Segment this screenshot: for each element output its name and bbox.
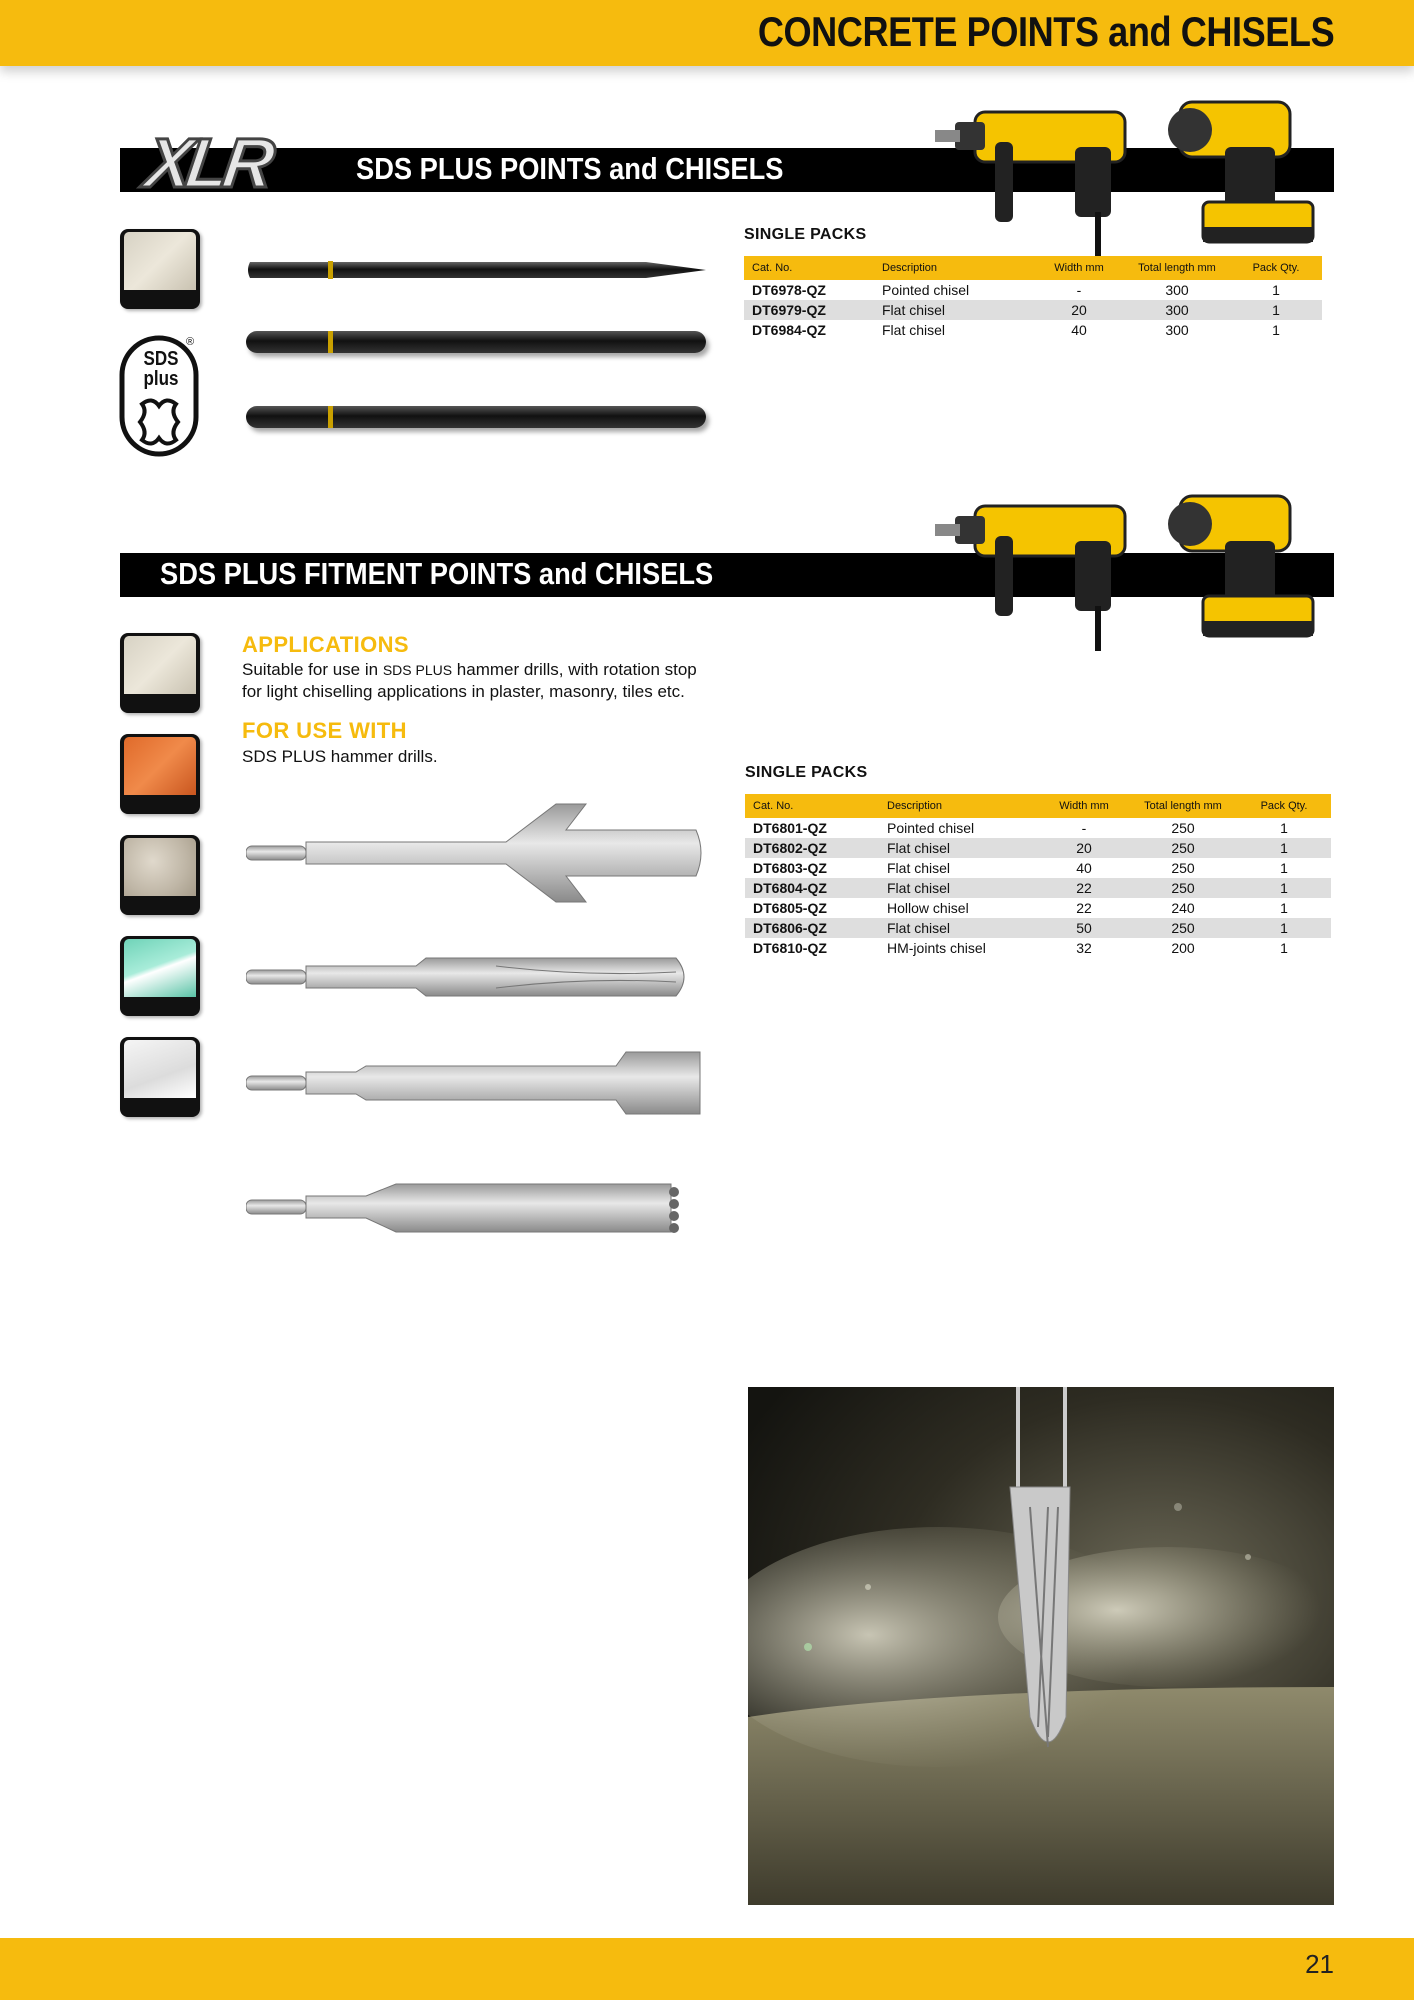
cell-cat: DT6806-QZ: [745, 918, 879, 938]
cell-qty: 1: [1280, 820, 1288, 836]
winged-chisel: [246, 804, 701, 902]
cell-width: 40: [1071, 322, 1087, 338]
spec-table-xlr: [744, 256, 1322, 340]
col-description: Description: [879, 794, 1039, 818]
hammer-drills-image-2: [935, 486, 1355, 656]
cell-length: 250: [1171, 820, 1195, 836]
cell-length: 250: [1129, 838, 1237, 858]
applications-text: [242, 659, 712, 702]
section-title-sds-plus: SDS PLUS POINTS and CHISELS: [356, 151, 784, 186]
sds-badge-text: [142, 349, 179, 389]
cell-desc: Flat chisel: [879, 878, 1039, 898]
rotary-hammer-icon: [935, 112, 1125, 257]
cell-qty: 1: [1280, 860, 1288, 876]
col-length: Total length mm: [1129, 794, 1237, 818]
table-row: [745, 918, 1331, 938]
cell-desc: Flat chisel: [882, 322, 946, 338]
page-number: 21: [1305, 1949, 1334, 1979]
for-use-with-heading: FOR USE WITH: [242, 718, 407, 743]
table-row: [745, 858, 1331, 878]
cell-length: 250: [1171, 860, 1195, 876]
cell-cat: DT6978-QZ: [752, 282, 826, 298]
cell-desc: Flat chisel: [879, 918, 1039, 938]
material-swatch-plaster: [120, 1037, 200, 1117]
material-swatch-concrete: [120, 633, 200, 713]
cell-length: 250: [1129, 918, 1237, 938]
cell-desc: Flat chisel: [874, 300, 1034, 320]
cell-desc: Hollow chisel: [887, 900, 969, 916]
material-swatch-tile: [120, 936, 200, 1016]
table-row: [744, 300, 1322, 320]
table-row: [745, 898, 1331, 918]
table-header-row: [745, 794, 1331, 818]
table-row: [745, 838, 1331, 858]
cell-cat: DT6802-QZ: [745, 838, 879, 858]
cell-cat: DT6805-QZ: [753, 900, 827, 916]
cell-width: -: [1076, 282, 1082, 298]
cell-qty: 1: [1272, 322, 1280, 338]
material-swatch-concrete: [120, 229, 200, 309]
sds-badge-line2: plus: [143, 368, 179, 390]
cell-width: 22: [1076, 900, 1092, 916]
cell-length: 240: [1171, 900, 1195, 916]
cell-length: 300: [1165, 282, 1189, 298]
flat-chisel-20-image: [246, 331, 706, 353]
cell-cat: DT6984-QZ: [752, 322, 826, 338]
cell-cat: DT6979-QZ: [744, 300, 874, 320]
cell-qty: 1: [1230, 300, 1322, 320]
cell-qty: 1: [1280, 900, 1288, 916]
table-row: [745, 818, 1331, 838]
spec-table-fitment: [745, 794, 1331, 958]
cell-length: 250: [1129, 878, 1237, 898]
cordless-hammer-icon: [1168, 496, 1313, 636]
cell-cat: DT6810-QZ: [753, 940, 827, 956]
for-use-with-text: SDS PLUS hammer drills.: [242, 747, 438, 766]
cell-desc: Flat chisel: [879, 838, 1039, 858]
section-title-fitment: SDS PLUS FITMENT POINTS and CHISELS: [160, 556, 714, 591]
applications-text-part3: for light chiselling applications in plaster, masonry, tiles etc.: [242, 682, 685, 701]
hm-joints-chisel: [246, 1184, 679, 1233]
cell-desc: HM-joints chisel: [887, 940, 986, 956]
cell-width: 50: [1039, 918, 1129, 938]
col-cat-no: Cat. No.: [744, 256, 874, 280]
cell-length: 200: [1171, 940, 1195, 956]
cell-qty: 1: [1237, 878, 1331, 898]
cell-cat: DT6801-QZ: [753, 820, 827, 836]
applications-text-sds: SDS PLUS: [382, 662, 453, 678]
gouge-chisel: [246, 958, 684, 996]
pointed-chisel-image: [246, 259, 706, 281]
cell-width: 20: [1039, 838, 1129, 858]
cordless-hammer-icon: [1168, 102, 1313, 242]
table-row: [745, 878, 1331, 898]
wide-flat-chisel: [246, 1052, 700, 1114]
col-length: Total length mm: [1124, 256, 1230, 280]
hammer-drills-image: [935, 92, 1355, 262]
applications-heading: APPLICATIONS: [242, 632, 409, 657]
sds-badge-line1: SDS: [143, 348, 179, 370]
cell-qty: 1: [1280, 940, 1288, 956]
cell-cat: DT6804-QZ: [745, 878, 879, 898]
table-row: [744, 280, 1322, 300]
col-cat-no: Cat. No.: [745, 794, 879, 818]
fitment-chisels-image: [246, 796, 716, 1276]
cell-desc: Pointed chisel: [887, 820, 975, 836]
rotary-hammer-icon: [935, 506, 1125, 651]
chiselling-action-photo: [748, 1387, 1334, 1905]
cell-cat: DT6803-QZ: [753, 860, 827, 876]
registered-mark: ®: [186, 336, 195, 348]
col-description: Description: [874, 256, 1034, 280]
table-row: [745, 938, 1331, 958]
col-width: Width mm: [1034, 256, 1124, 280]
footer-bar: [0, 1938, 1414, 2000]
cell-length: 300: [1124, 300, 1230, 320]
flat-chisel-40-image: [246, 406, 706, 428]
cell-width: 40: [1076, 860, 1092, 876]
cell-width: 20: [1034, 300, 1124, 320]
material-swatch-masonry: [120, 835, 200, 915]
material-swatch-brick: [120, 734, 200, 814]
cell-qty: 1: [1237, 838, 1331, 858]
cell-width: 22: [1039, 878, 1129, 898]
cell-qty: 1: [1237, 918, 1331, 938]
col-pack-qty: Pack Qty.: [1230, 256, 1322, 280]
page-title: CONCRETE POINTS and CHISELS: [757, 8, 1334, 55]
applications-text-part1: Suitable for use in: [242, 660, 383, 679]
cell-qty: 1: [1272, 282, 1280, 298]
cell-desc: Pointed chisel: [882, 282, 970, 298]
xlr-logo: XLR: [140, 124, 274, 202]
col-width: Width mm: [1039, 794, 1129, 818]
single-packs-label-1: SINGLE PACKS: [744, 226, 867, 243]
cell-desc: Flat chisel: [887, 860, 951, 876]
cell-width: -: [1081, 820, 1087, 836]
cell-width: 32: [1076, 940, 1092, 956]
col-pack-qty: Pack Qty.: [1237, 794, 1331, 818]
table-header-row: [744, 256, 1322, 280]
applications-text-part2: hammer drills, with rotation stop: [452, 660, 697, 679]
cell-length: 300: [1165, 322, 1189, 338]
table-row: [744, 320, 1322, 340]
single-packs-label-2: SINGLE PACKS: [745, 764, 868, 781]
